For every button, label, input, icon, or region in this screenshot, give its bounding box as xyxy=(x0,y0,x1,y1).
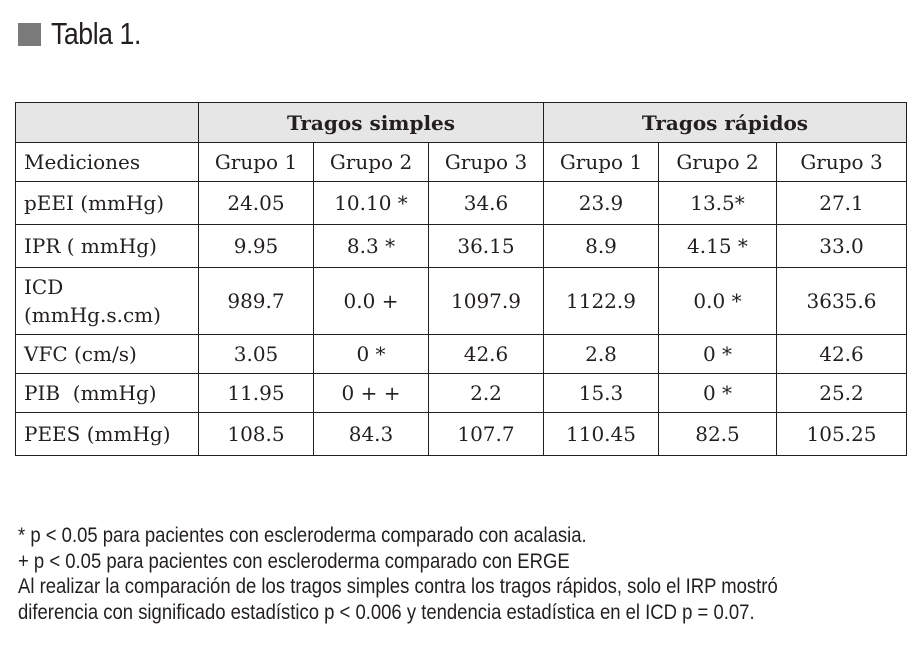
row-label: PEES (mmHg) xyxy=(16,413,199,456)
column-header: Grupo 3 xyxy=(429,143,544,182)
table-row xyxy=(16,225,907,268)
column-header: Grupo 2 xyxy=(659,143,777,182)
header-corner xyxy=(16,103,199,143)
table-title xyxy=(18,14,156,54)
table-cell: 989.7 xyxy=(199,268,314,335)
row-label: PIB (mmHg) xyxy=(16,374,199,413)
footnote-line: Al realizar la comparación de los tragos simples contra los tragos rápidos, solo el IRP mostró xyxy=(18,575,778,598)
column-header: Mediciones xyxy=(16,143,199,182)
table-cell: 4.15 * xyxy=(659,225,777,268)
table-cell: 82.5 xyxy=(659,413,777,456)
table-cell: 9.95 xyxy=(199,225,314,268)
table-cell: 2.8 xyxy=(544,335,659,374)
row-label: IPR ( mmHg) xyxy=(16,225,199,268)
table-cell: 24.05 xyxy=(199,182,314,225)
table-cell: 27.1 xyxy=(777,182,907,225)
table-cell: 15.3 xyxy=(544,374,659,413)
table-cell: 0.0 + xyxy=(314,268,429,335)
table-cell: 0 * xyxy=(659,374,777,413)
table-cell: 0.0 * xyxy=(659,268,777,335)
table-cell: 0 * xyxy=(314,335,429,374)
table-cell: 1122.9 xyxy=(544,268,659,335)
column-header: Grupo 1 xyxy=(544,143,659,182)
table-cell: 0 * xyxy=(659,335,777,374)
results-table xyxy=(15,102,907,456)
table-row xyxy=(16,335,907,374)
table-row xyxy=(16,268,907,335)
table-cell: 42.6 xyxy=(777,335,907,374)
row-label xyxy=(16,268,199,335)
table-cell: 3635.6 xyxy=(777,268,907,335)
table-cell: 10.10 * xyxy=(314,182,429,225)
row-label-line: ICD xyxy=(24,275,64,299)
table-cell: 107.7 xyxy=(429,413,544,456)
table-cell: 3.05 xyxy=(199,335,314,374)
footnote-line: * p < 0.05 para pacientes con escleroderma comparado con acalasia. xyxy=(18,524,587,547)
table-cell: 36.15 xyxy=(429,225,544,268)
column-header: Grupo 1 xyxy=(199,143,314,182)
table-footnotes xyxy=(18,523,918,625)
table-cell: 84.3 xyxy=(314,413,429,456)
table-cell: 25.2 xyxy=(777,374,907,413)
table-cell: 33.0 xyxy=(777,225,907,268)
table-row xyxy=(16,413,907,456)
row-label-line: (mmHg.s.cm) xyxy=(24,303,161,327)
row-label: pEEI (mmHg) xyxy=(16,182,199,225)
column-header: Grupo 3 xyxy=(777,143,907,182)
table-cell: 8.3 * xyxy=(314,225,429,268)
title-square-icon xyxy=(18,23,41,46)
group-header-tragos-simples: Tragos simples xyxy=(199,103,544,143)
table-cell: 13.5* xyxy=(659,182,777,225)
table-row xyxy=(16,374,907,413)
table-cell: 34.6 xyxy=(429,182,544,225)
group-header-row xyxy=(16,103,907,143)
footnote-line: + p < 0.05 para pacientes con escleroderma comparado con ERGE xyxy=(18,549,570,573)
footnote-line: diferencia con significado estadístico p < 0.006 y tendencia estadística en el ICD p = 0.07. xyxy=(18,600,755,624)
row-label: VFC (cm/s) xyxy=(16,335,199,374)
table-cell: 0 + + xyxy=(314,374,429,413)
table-cell: 2.2 xyxy=(429,374,544,413)
column-header: Grupo 2 xyxy=(314,143,429,182)
table-cell: 23.9 xyxy=(544,182,659,225)
table-cell: 42.6 xyxy=(429,335,544,374)
column-header-row xyxy=(16,143,907,182)
table-cell: 108.5 xyxy=(199,413,314,456)
table-cell: 8.9 xyxy=(544,225,659,268)
table-row xyxy=(16,182,907,225)
group-header-tragos-rapidos: Tragos rápidos xyxy=(544,103,907,143)
table-cell: 110.45 xyxy=(544,413,659,456)
table-cell: 105.25 xyxy=(777,413,907,456)
table-cell: 1097.9 xyxy=(429,268,544,335)
title-text: Tabla 1. xyxy=(51,16,141,51)
table-cell: 11.95 xyxy=(199,374,314,413)
